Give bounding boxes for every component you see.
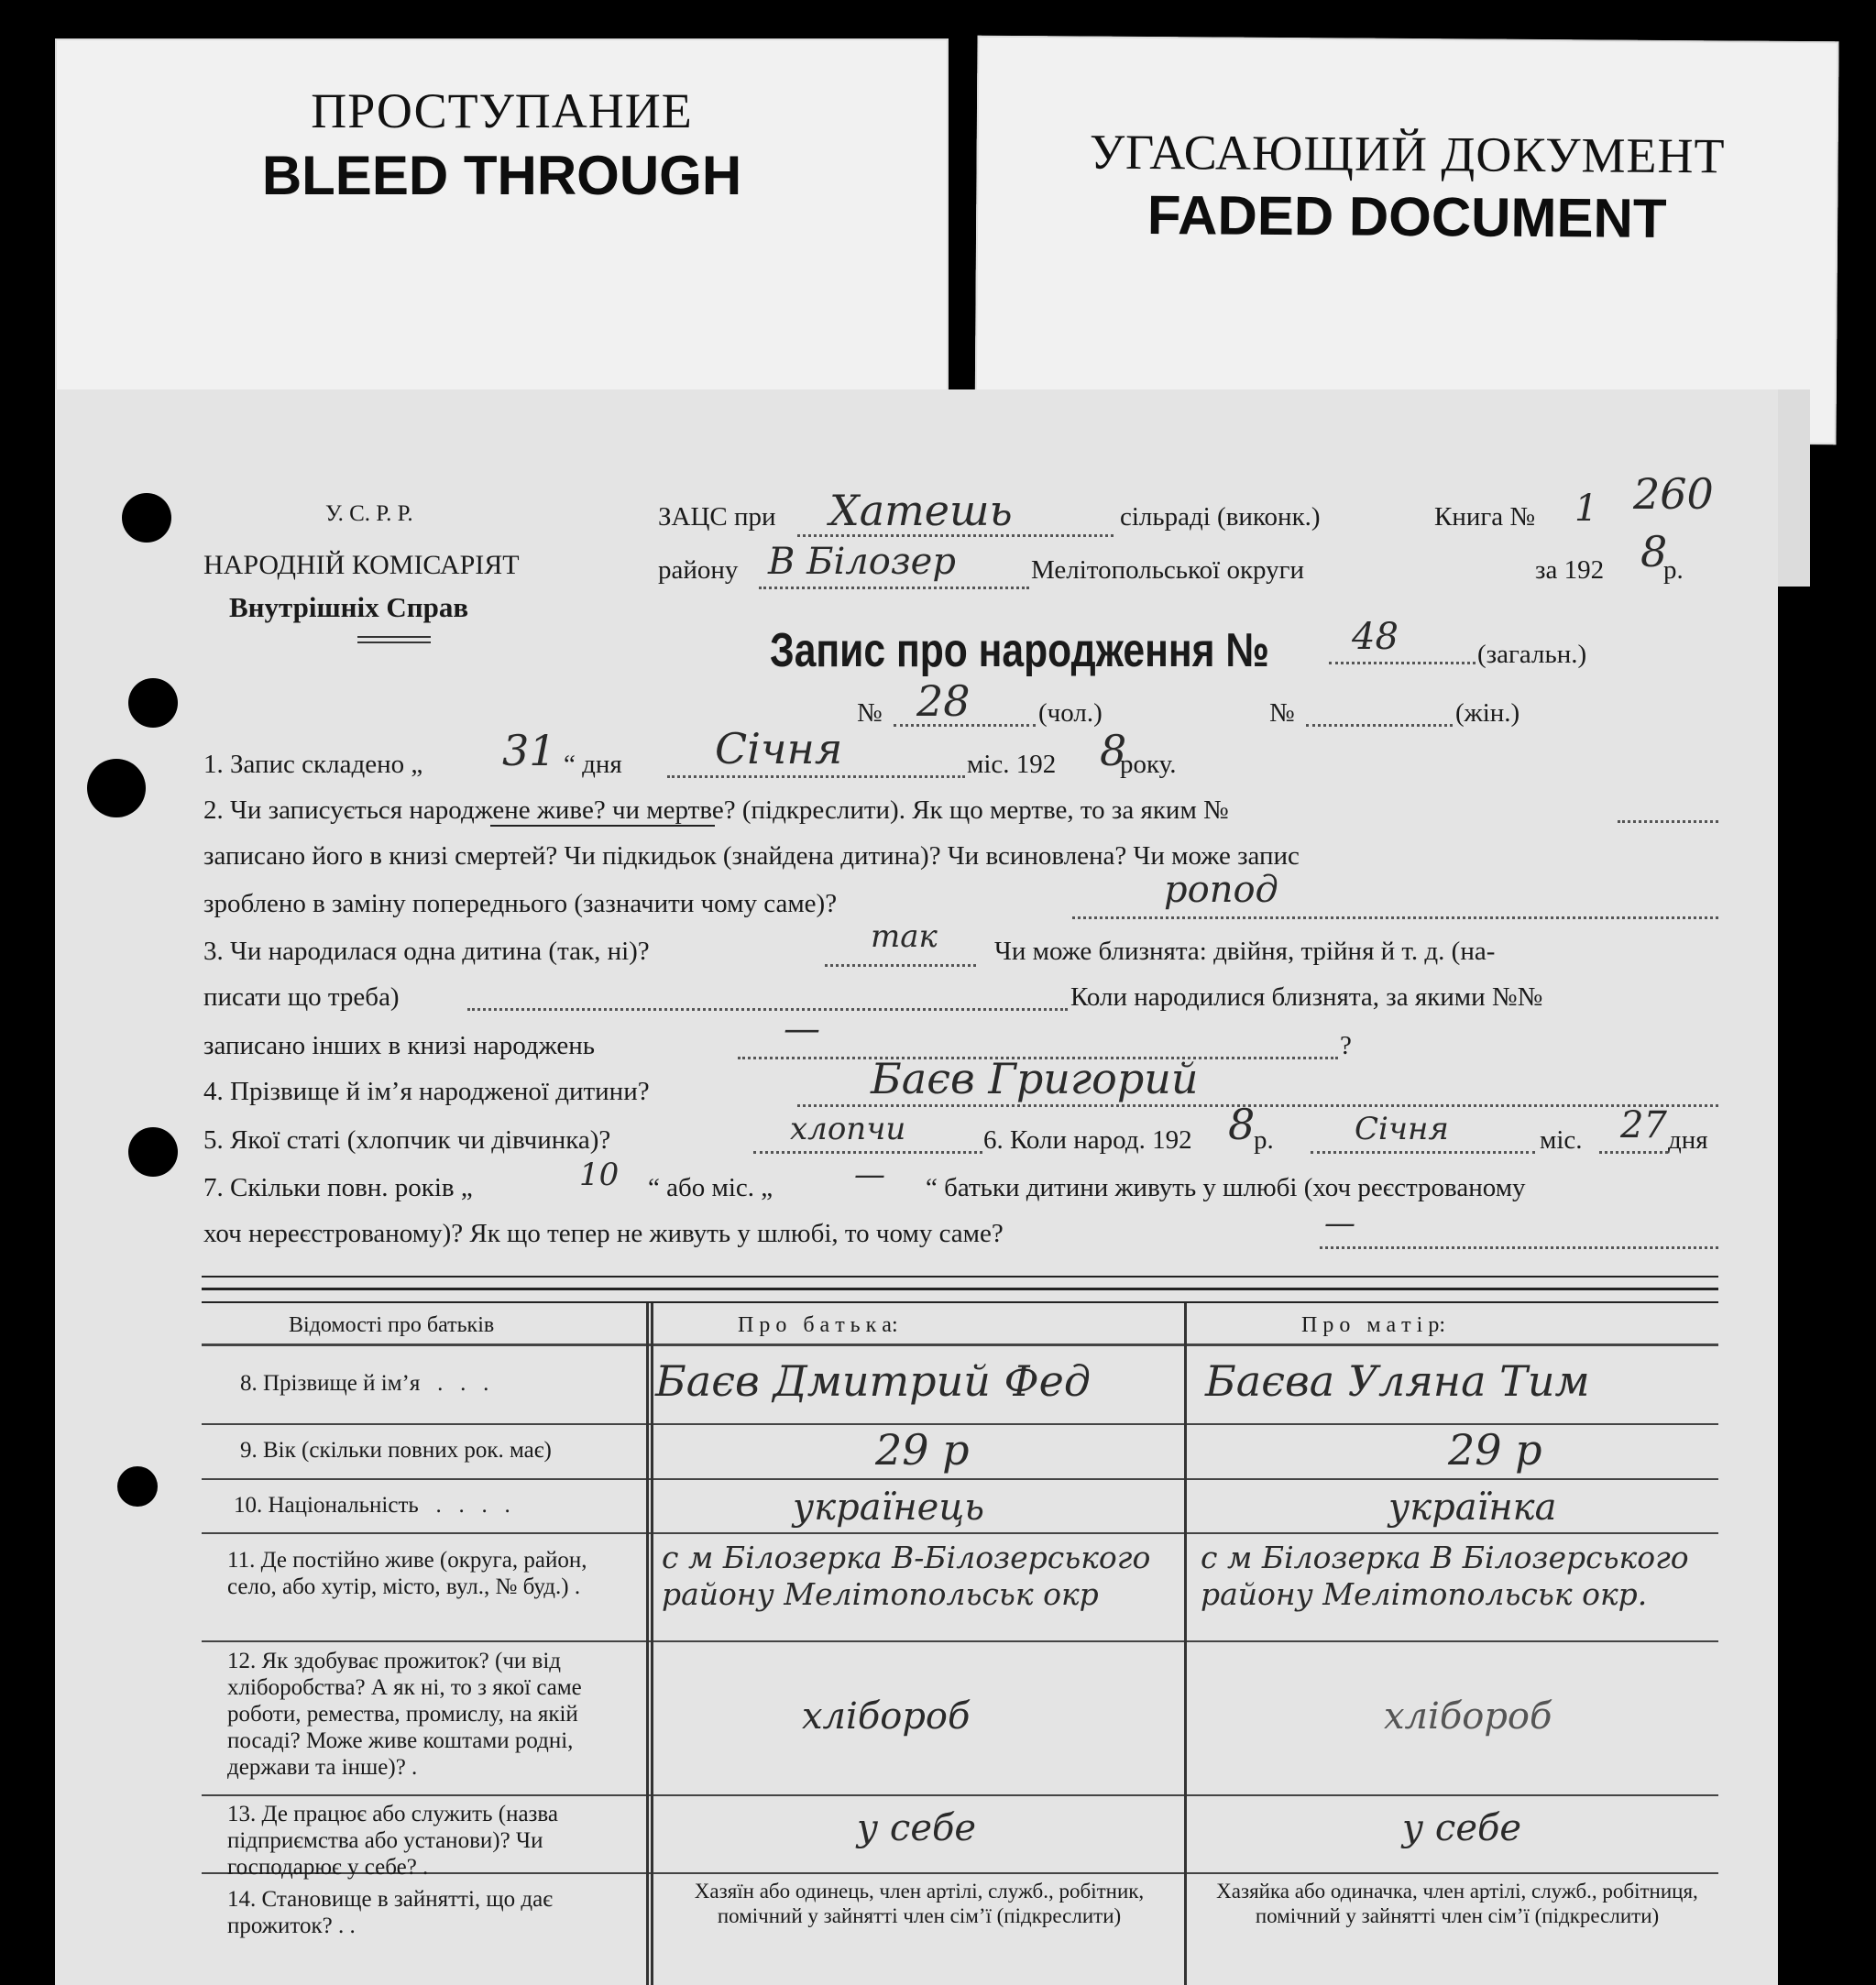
q1-year-handwriting: 8 — [1100, 726, 1127, 775]
q3-line3-end: ? — [1340, 1031, 1352, 1060]
female-label: (жін.) — [1455, 698, 1520, 728]
q2-reason-handwriting: ропод — [1164, 869, 1278, 911]
card-ru-label: УГАСАЮЩИЙ ДОКУМЕНТ — [1089, 124, 1726, 184]
row-label-livelihood: 12. Як здобуває прожиток? (чи від хліборобства? А як ні, то з якої саме роботи, ремества, промислу, на якій посаді? Може живе коштами родні, держави та інше)? . — [227, 1649, 582, 1780]
q6-year-label: р. — [1254, 1125, 1274, 1155]
q4-name-field — [797, 1104, 1718, 1107]
q3-single-field — [825, 964, 976, 967]
q2-line1: 2. Чи записується народжене живе? чи мертве? (підкреслити). Як що мертве, то за яким № — [203, 795, 1229, 825]
q4-name-handwriting: Баєв Григорий — [871, 1054, 1199, 1103]
q6-day-label: дня — [1668, 1125, 1708, 1155]
q1-year-label: року. — [1120, 750, 1177, 779]
table-head-info: Відомості про батьків — [289, 1313, 495, 1337]
male-no-label: № — [857, 698, 883, 728]
q7-line2: хоч нереєстрованому)? Як що тепер не живуть у шлюбі, то чому саме? — [203, 1219, 1004, 1248]
q6-day-field — [1599, 1151, 1668, 1154]
header-underline — [357, 636, 431, 638]
mother-nationality-handwriting: українка — [1388, 1486, 1557, 1529]
council-label: сільраді (виконк.) — [1120, 502, 1321, 532]
total-number-handwriting: 48 — [1352, 616, 1399, 658]
q6-month-handwriting: Січня — [1355, 1111, 1449, 1147]
table-column-divider — [646, 1303, 649, 1985]
row-label-nationality: 10. Національність . . . . — [234, 1493, 510, 1518]
male-number-handwriting: 28 — [916, 676, 971, 726]
mother-livelihood-handwriting: хлібороб — [1384, 1695, 1552, 1738]
q7-years-handwriting: 10 — [579, 1157, 620, 1193]
table-column-divider — [651, 1303, 653, 1985]
q2-reason-field — [1072, 916, 1718, 919]
faded-document-card — [974, 36, 1838, 445]
father-employment-options: Хазяїн або одинець, член артілі, служб., робітник, помічний у зайнятті член сім’ї (підкреслити) — [694, 1880, 1145, 1927]
record-title: Запис про народження № — [770, 624, 1269, 677]
okrug-label: Мелітопольської округи — [1031, 555, 1305, 585]
father-workplace-handwriting: у себе — [857, 1807, 977, 1849]
card-en-label: BLEED THROUGH — [261, 145, 742, 206]
q1-label: 1. Запис складено „ — [203, 750, 423, 779]
q5-sex-field — [753, 1151, 982, 1154]
table-top-rule — [202, 1301, 1718, 1303]
table-header-rule — [202, 1343, 1718, 1346]
table-row-rule — [202, 1640, 1718, 1642]
q6-day-handwriting: 27 — [1620, 1104, 1667, 1146]
q1-month-label: міс. 192 — [967, 750, 1057, 779]
paper-edge — [1778, 389, 1810, 587]
table-head-father: П р о б а т ь к а: — [738, 1313, 898, 1337]
q1-month-handwriting: Січня — [715, 724, 843, 773]
header-underline — [357, 642, 431, 643]
father-age-handwriting: 29 р — [875, 1425, 970, 1475]
q6-label: 6. Коли народ. 192 — [983, 1125, 1192, 1155]
female-number-field — [1306, 724, 1453, 727]
table-head-mother: П р о м а т і р: — [1301, 1313, 1445, 1337]
q2-line3: зроблено в заміну попереднього (зазначити чому саме)? — [203, 889, 838, 918]
zags-label: ЗАЦС при — [658, 502, 776, 532]
q6-month-label: міс. — [1540, 1125, 1583, 1155]
ussr-label: У. С. Р. Р. — [325, 501, 413, 526]
q3-single-handwriting: так — [871, 918, 938, 955]
commissariat-label: НАРОДНІЙ КОМІСАРІЯТ — [203, 550, 520, 580]
q6-month-field — [1311, 1151, 1535, 1154]
internal-affairs-label: Внутрішніх Справ — [229, 591, 469, 623]
q7-line1-rest: “ батьки дитини живуть у шлюбі (хоч реєстрованому — [926, 1173, 1526, 1202]
table-row-rule — [202, 1794, 1718, 1796]
father-livelihood-handwriting: хлібороб — [802, 1695, 971, 1738]
q3-line2-label: писати що треба) — [203, 982, 400, 1012]
bleed-through-card — [55, 38, 949, 442]
q2-line2: записано його в книзі смертей? Чи підкидьок (знайдена дитина)? Чи всиновлена? Чи може запис — [203, 841, 1300, 871]
year-label: за 192 — [1535, 555, 1605, 585]
card-ru-label: ПРОСТУПАНИЕ — [311, 83, 693, 138]
row-label-name: 8. Прізвище й ім’я . . . — [240, 1371, 489, 1396]
father-nationality-handwriting: українець — [793, 1486, 985, 1529]
mother-workplace-handwriting: у себе — [1402, 1807, 1522, 1849]
raion-label: району — [658, 555, 739, 585]
table-top-rule — [202, 1288, 1718, 1290]
q7-months-label: “ або міс. „ — [648, 1173, 773, 1202]
male-label: (чол.) — [1038, 698, 1103, 728]
mother-residence-handwriting: с м Білозерка В Білозерського району Мелітопольськ окр. — [1201, 1540, 1689, 1612]
total-label: (загальн.) — [1477, 640, 1587, 669]
table-top-rule — [202, 1276, 1718, 1278]
father-name-handwriting: Баєв Дмитрий Фед — [655, 1356, 1092, 1406]
table-row-rule — [202, 1532, 1718, 1534]
q3-line1-rest: Чи може близнята: двійня, трійня й т. д. (на- — [994, 937, 1496, 966]
total-number-field — [1329, 662, 1476, 664]
book-number-handwriting: 1 — [1574, 488, 1598, 530]
punch-hole — [117, 1466, 158, 1507]
q5-label: 5. Якої статі (хлопчик чи дівчинка)? — [203, 1125, 611, 1155]
year-suffix: р. — [1663, 555, 1684, 585]
female-no-label: № — [1269, 698, 1295, 728]
table-row-rule — [202, 1478, 1718, 1480]
mother-name-handwriting: Баєва Уляна Тим — [1205, 1356, 1590, 1406]
q6-year-handwriting: 8 — [1228, 1100, 1256, 1149]
village-handwriting: Хатешь — [829, 486, 1013, 535]
raion-field — [759, 587, 1029, 589]
row-label-age: 9. Вік (скільки повних рок. має) — [240, 1438, 552, 1463]
row-label-residence: 11. Де постійно живе (округа, район, село, або хутір, місто, вул., № буд.) . — [227, 1548, 587, 1599]
father-residence-handwriting: с м Білозерка В-Білозерського району Мелітопольськ окр — [662, 1540, 1151, 1612]
q7-months-handwriting: — — [854, 1157, 885, 1193]
mother-age-handwriting: 29 р — [1448, 1425, 1542, 1475]
q1-day-handwriting: 31 — [502, 726, 556, 775]
q1-day-label: “ дня — [564, 750, 622, 779]
punch-hole — [122, 493, 171, 543]
q5-sex-handwriting: хлопчи — [790, 1111, 906, 1147]
q3-line3-label: записано інших в книзі народжень — [203, 1031, 595, 1060]
raion-handwriting: В Білозер — [768, 541, 956, 583]
record-number-handwriting: 260 — [1633, 469, 1714, 519]
q7-reason-handwriting: — — [1324, 1205, 1355, 1242]
table-column-divider — [1184, 1303, 1187, 1985]
punch-hole — [87, 759, 146, 817]
q4-label: 4. Прізвище й ім’я народженої дитини? — [203, 1077, 650, 1106]
punch-hole — [128, 1127, 178, 1177]
q3-line2-rest: Коли народилися близнята, за якими №№ — [1070, 982, 1543, 1012]
q7-label: 7. Скільки повн. років „ — [203, 1173, 473, 1202]
card-en-label: FADED DOCUMENT — [1146, 184, 1667, 249]
q1-month-field — [667, 775, 965, 778]
mother-employment-options: Хазяйка або одиначка, член артілі, служб., робітниця, помічний у зайнятті член сім’ї (підкреслити) — [1216, 1880, 1698, 1927]
q7-reason-field — [1320, 1246, 1718, 1249]
row-label-employment: 14. Становище в зайнятті, що дає прожиток? . . — [227, 1887, 553, 1938]
male-number-field — [894, 724, 1036, 727]
punch-hole — [128, 678, 178, 728]
q3-line1-label: 3. Чи народилася одна дитина (так, ні)? — [203, 937, 650, 966]
year-handwriting: 8 — [1640, 527, 1668, 576]
q3-twins-field — [467, 1008, 1068, 1011]
q3-others-dash: — — [784, 1008, 820, 1050]
book-label: Книга № — [1434, 502, 1536, 532]
q2-death-field — [1618, 820, 1718, 823]
q2-underline — [490, 825, 715, 827]
row-label-workplace: 13. Де працює або служить (назва підприємства або установи)? Чи господарює у себе? . — [227, 1802, 558, 1880]
